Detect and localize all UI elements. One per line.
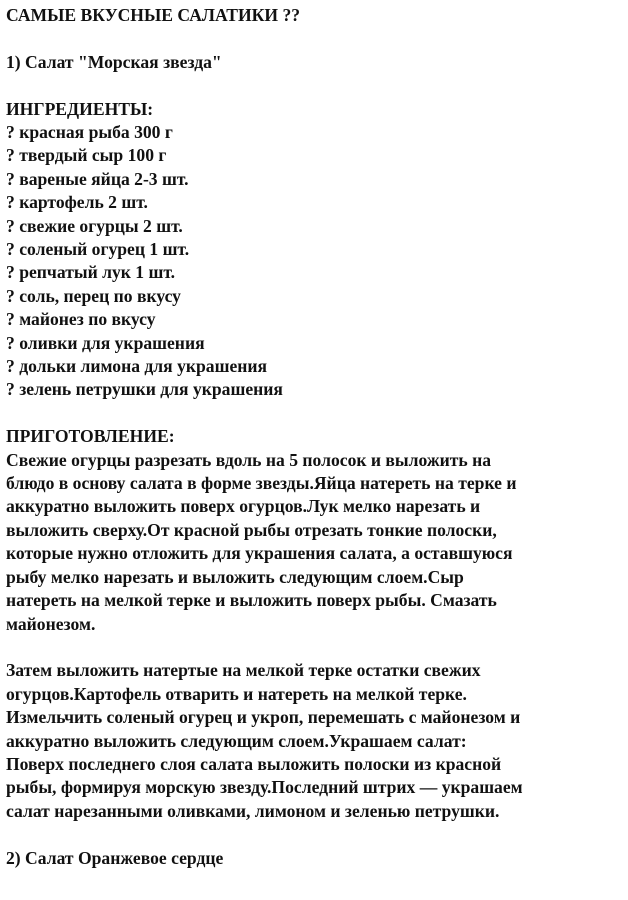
ingredient-item: ? красная рыба 300 г	[6, 122, 173, 142]
spacer	[6, 402, 624, 425]
spacer	[6, 636, 624, 659]
paragraph-line: Поверх последнего слоя салата выложить полоски из красной	[6, 753, 502, 774]
ingredient-item: ? дольки лимона для украшения	[6, 356, 268, 377]
ingredients-heading: ИНГРЕДИЕНТЫ:	[6, 98, 154, 119]
paragraph-line: Затем выложить натертые на мелкой терке остатки свежих	[6, 660, 481, 681]
document-page	[6, 4, 624, 870]
ingredient-item: ? свежие огурцы 2 шт.	[6, 215, 183, 236]
preparation-heading: ПРИГОТОВЛЕНИЕ:	[6, 426, 175, 447]
ingredient-item: ? зелень петрушки для украшения	[6, 379, 283, 400]
paragraph-line: натереть на мелкой терке и выложить поверх рыбы. Смазать	[6, 590, 497, 611]
ingredient-item: ? соль, перец по вкусу	[6, 285, 181, 306]
preparation-paragraph-2	[6, 659, 624, 823]
ingredient-item: ? соленый огурец 1 шт.	[6, 239, 190, 260]
ingredients-list	[6, 121, 624, 402]
ingredient-item: ? вареные яйца 2-3 шт.	[6, 168, 189, 189]
paragraph-line: рыбу мелко нарезать и выложить следующим слоем.Сыр	[6, 566, 464, 587]
ingredient-item: ? твердый сыр 100 г	[6, 145, 167, 166]
spacer	[6, 823, 624, 846]
recipe-1-title: 1) Салат "Морская звезда"	[6, 51, 222, 72]
paragraph-line: выложить сверху.От красной рыбы отрезать тонкие полоски,	[6, 519, 497, 540]
ingredient-item: ? репчатый лук 1 шт.	[6, 262, 176, 283]
document-title: САМЫЕ ВКУСНЫЕ САЛАТИКИ ??	[6, 5, 301, 25]
paragraph-line: огурцов.Картофель отварить и натереть на мелкой терке.	[6, 683, 467, 704]
paragraph-line: аккуратно выложить поверх огурцов.Лук мелко нарезать и	[6, 496, 481, 517]
spacer	[6, 74, 624, 97]
paragraph-line: аккуратно выложить следующим слоем.Украшаем салат:	[6, 730, 467, 751]
ingredient-item: ? картофель 2 шт.	[6, 192, 148, 213]
ingredient-item: ? оливки для украшения	[6, 332, 205, 353]
spacer	[6, 27, 624, 50]
paragraph-line: майонезом.	[6, 613, 96, 634]
paragraph-line: которые нужно отложить для украшения салата, а оставшуюся	[6, 543, 513, 564]
recipe-2-title: 2) Салат Оранжевое сердце	[6, 847, 224, 868]
paragraph-line: рыбы, формируя морскую звезду.Последний штрих — украшаем	[6, 777, 523, 798]
preparation-paragraph-1	[6, 449, 624, 636]
paragraph-line: Измельчить соленый огурец и укроп, перемешать с майонезом и	[6, 707, 521, 728]
paragraph-line: Свежие огурцы разрезать вдоль на 5 полосок и выложить на	[6, 449, 492, 470]
paragraph-line: блюдо в основу салата в форме звезды.Яйца натереть на терке и	[6, 473, 517, 494]
paragraph-line: салат нарезанными оливками, лимоном и зеленью петрушки.	[6, 800, 500, 821]
ingredient-item: ? майонез по вкусу	[6, 309, 156, 330]
